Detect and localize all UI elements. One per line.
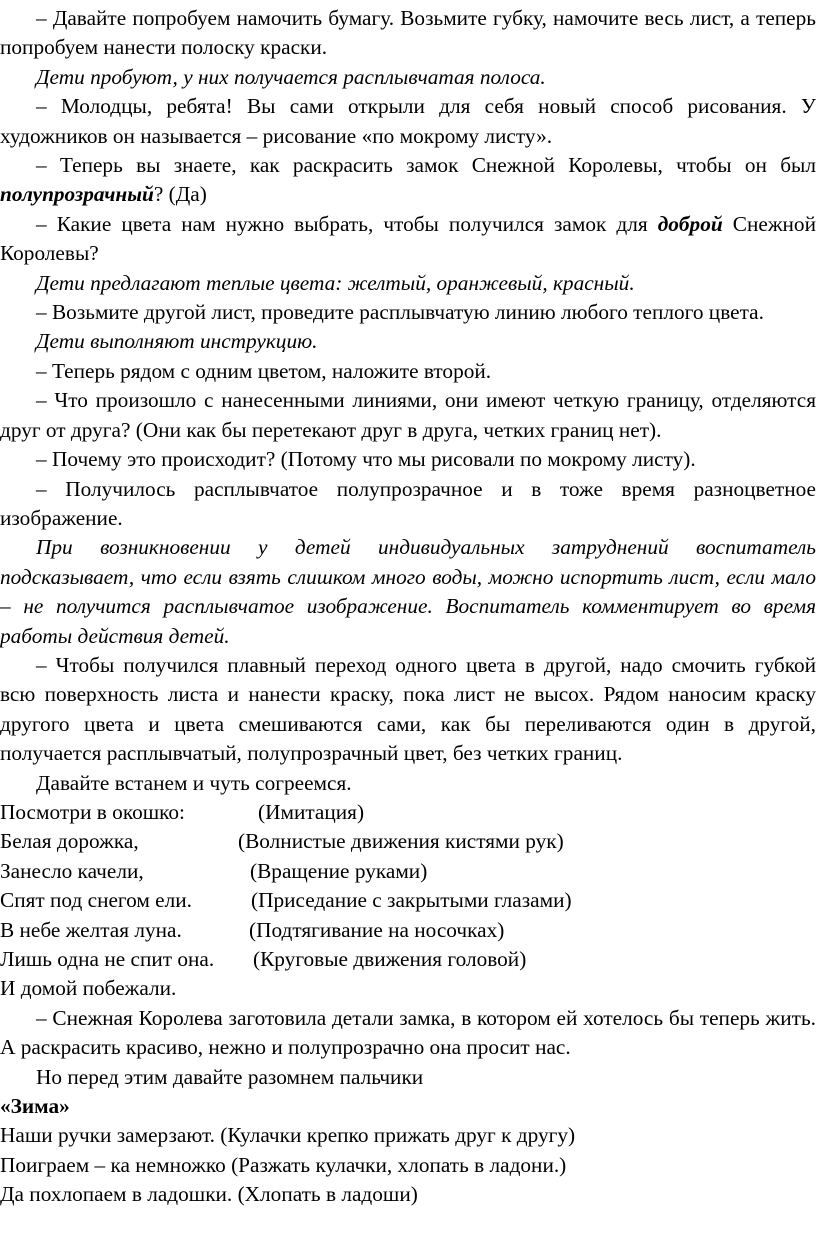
rhyme-line: Поиграем – ка немножко (Разжать кулачки, хлопать в ладони.) — [0, 1152, 567, 1177]
paragraph-italic: Дети выполняют инструкцию. — [36, 329, 318, 354]
paragraph: – Чтобы получился плавный переход одного цвета в другой, надо смочить губкой всю поверхность листа и нанести краску, пока лист не высох. Рядом наносим краску другого цвета и цвета смешиваются сами, как бы переливаются один в другой, получается расплывчатый, полупрозрачный цвет, без четких границ. — [0, 652, 816, 766]
emphasis: полупрозрачный — [0, 182, 154, 207]
paragraph: – Возьмите другой лист, проведите расплывчатую линию любого теплого цвета. — [36, 300, 764, 325]
text: ? (Да) — [153, 182, 207, 207]
rhyme-text: Лишь одна не спит она. — [0, 947, 215, 971]
rhyme-line — [0, 916, 816, 945]
rhyme-line — [0, 827, 816, 856]
emphasis: доброй — [657, 211, 723, 236]
paragraph-italic: Дети предлагают теплые цвета: желтый, оранжевый, красный. — [36, 270, 635, 295]
rhyme-text: В небе желтая луна. — [0, 917, 182, 942]
rhyme-action: (Приседание с закрытыми глазами) — [251, 888, 572, 913]
rhyme-text: Белая дорожка, — [0, 829, 139, 854]
rhyme-text: Спят под снегом ели. — [0, 888, 192, 913]
paragraph-italic: Дети пробуют, у них получается расплывчатая полоса. — [36, 64, 546, 89]
paragraph: – Давайте попробуем намочить бумагу. Возьмите губку, намочите весь лист, а теперь попробуем нанести полоску краски. — [0, 6, 816, 60]
paragraph: – Снежная Королева заготовила детали замка, в котором ей хотелось бы теперь жить. А раскрасить красиво, нежно и полупрозрачно она просит нас. — [0, 1005, 816, 1060]
rhyme-text: Занесло качели, — [0, 858, 144, 883]
rhyme-line — [0, 857, 816, 886]
rhyme-line: Да похлопаем в ладошки. (Хлопать в ладоши) — [0, 1182, 418, 1207]
rhyme-action: (Вращение руками) — [250, 858, 428, 883]
exercise-rhyme — [0, 798, 816, 1004]
paragraph: – Молодцы, ребята! Вы сами открыли для себя новый способ рисования. У художников он называется – рисование «по мокрому листу». — [0, 94, 816, 148]
rhyme-text: Посмотри в окошко: — [0, 799, 185, 824]
paragraph: Но перед этим давайте разомнем пальчики — [36, 1064, 424, 1089]
paragraph-italic: При возникновении у детей индивидуальных затруднений воспитатель подсказывает, что если взять слишком много воды, можно испортить лист, если мало – не получится расплывчатое изображение. Воспитатель комментирует во время работы действия детей. — [0, 535, 816, 648]
rhyme-action: (Круговые движения головой) — [253, 947, 527, 971]
paragraph: – Что произошло с нанесенными линиями, они имеют четкую границу, отделяются друг от друга? (Они как бы перетекают друг в друга, четких границ нет). — [0, 388, 816, 442]
paragraph: – Получилось расплывчатое полупрозрачное и в тоже время разноцветное изображение. — [0, 476, 816, 530]
paragraph — [0, 210, 816, 269]
text: Снежной Королевы? — [0, 211, 816, 266]
paragraph: Давайте встанем и чуть согреемся. — [36, 770, 352, 795]
paragraph: – Теперь рядом с одним цветом, наложите второй. — [36, 358, 492, 383]
paragraph: – Почему это происходит? (Потому что мы рисовали по мокрому листу). — [36, 447, 696, 472]
rhyme-action: (Имитация) — [258, 799, 365, 824]
rhyme-title: «Зима» — [0, 1094, 70, 1119]
paragraph — [0, 151, 816, 210]
rhyme-line — [0, 886, 816, 915]
rhyme-action: (Волнистые движения кистями рук) — [238, 829, 564, 854]
rhyme-action: (Подтягивание на носочках) — [249, 917, 505, 942]
rhyme-text: И домой побежали. — [0, 976, 177, 1001]
text: – Теперь вы знаете, как раскрасить замок Снежной Королевы, чтобы он был — [36, 153, 816, 178]
text: – Какие цвета нам нужно выбрать, чтобы получился замок для — [36, 211, 658, 236]
rhyme-line: Наши ручки замерзают. (Кулачки крепко прижать друг к другу) — [0, 1123, 576, 1148]
rhyme-line — [0, 798, 816, 827]
rhyme-line — [0, 945, 816, 974]
rhyme-line — [0, 974, 816, 1003]
